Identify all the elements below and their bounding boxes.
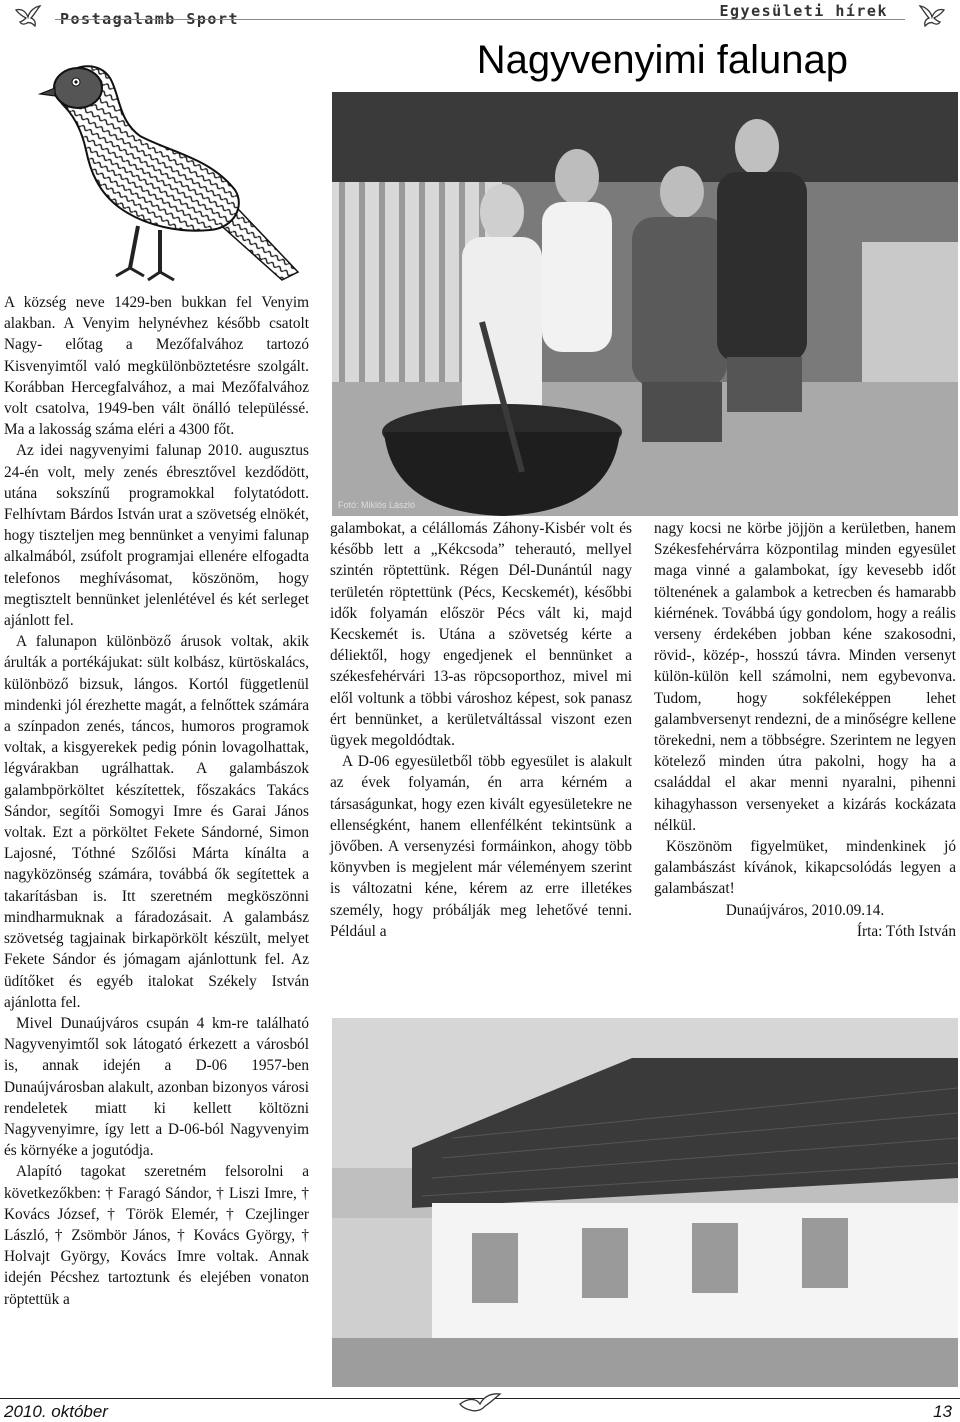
pigeon-illustration xyxy=(20,40,310,288)
paragraph: Alapító tagokat szeretném felsorolni a következőkben: † Faragó Sándor, † Liszi Imre, † Kovács József, † Török Elemér, † Czejlinger László, † Zsömbör János, † Kovács György, † Holvajt György, Kovács Imre voltak. Annak idején Pécshez tartoztunk és elejében vonaton röptettük a xyxy=(4,1163,309,1308)
article-column-3 xyxy=(654,518,956,942)
photo-clubhouse-building xyxy=(332,1018,958,1387)
photo-credit: Fotó: Miklós László xyxy=(338,500,416,510)
paragraph: Köszönöm figyelmüket, mindenkinek jó galambászást kívánok, kikapcsolódás legyen a galambászat! xyxy=(654,838,956,898)
paragraph: A falunapon különböző árusok voltak, akik árulták a portékájukat: sült kolbász, kürtöskalács, különböző bizsuk, lángos. Kortól függetlenül mindenki jól érezhette magát, a felnőttek számára a színpadon zenés, táncos, humoros programok voltak, a kisgyerekek pedig pónin lovagolhattak, légvárakban ugrálhattak. A galambászok galambpörköltet készítettek, főszakács Takács Sándor, segítői Somogyi Imre és Garai János voltak. Ezt a pörköltet Fekete Sándorné, Simon Lajosné, Tóthné Szőlősi Márta kínálta a nagyközönség számára, továbbá ők segítettek a takarításban is. Itt szeretném megköszönni mindharmuknak a fáradozásait. A galambász szövetség tagjainak birkapörkölt készült, melyet Fekete Sándor és jómagam ajánlottunk fel. Az üdítőket és egyéb italokat Székely István ajánlotta fel. xyxy=(4,633,309,1011)
paragraph: Az idei nagyvenyimi falunap 2010. augusztus 24-én volt, mely zenés ébresztővel kezdődött, utána sokszínű programokkal folytatódott. Felhívtam Bárdos István urat a szövetség elnökét, hogy tiszteljen meg bennünket a venyimi falunap alkalmából, zsúfolt programjai ellenére elfogadta telefonos meghívásomat, köszönöm, hogy megtisztelt bennünket jelenlétével és két serleget ajánlott fel. xyxy=(4,442,309,630)
dove-icon xyxy=(458,1390,502,1416)
page-number: 13 xyxy=(933,1402,952,1421)
paragraph: galambokat, a célállomás Záhony-Kisbér volt és később lett a „Kékcsoda” teherautó, mellyel szintén röptettünk. Régen Dél-Dunántúl nagy területén röptettünk (Pécs, Kecskemét), későbbi idők folyamán először Pécs vált ki, majd Kecskemét is. Utána a szövetség kérte a déliektől, hogy engedjenek el bennünket a székesfehérvári 13-as röpcsoporthoz, mivel mi elől voltunk a többi városhoz képest, sok panasz ért bennünket, a kerületváltással viszont ezen ügyek megoldódtak. xyxy=(330,520,632,750)
article-column-1 xyxy=(4,292,309,1310)
author-signature: Írta: Tóth István xyxy=(856,922,956,940)
footer-issue-date: 2010. október xyxy=(4,1402,108,1421)
closing-date: Dunaújváros, 2010.09.14. xyxy=(725,901,885,919)
dove-icon xyxy=(14,4,42,30)
article-title: Nagyvenyimi falunap xyxy=(476,38,848,82)
header-section-name: Egyesületi hírek xyxy=(719,2,888,20)
paragraph: nagy kocsi ne körbe jöjjön a kerületben, hanem Székesfehérvárra központilag minden egyesület maga vinné a galambokat, így kevesebb időt töltenének a galambok a ketrecben és hamarabb kiérnének. Továbbá úgy gondolom, hogy a reális verseny érdekében jobban kéne szakosodni, rövid-, közép-, hosszú távra. Minden versenyt külön-külön kell számolni, nem egybevonva. Tudom, hogy sokféleképpen lehet galambversenyt rendezni, de a minőségre kellene törekedni, nem a többségre. Szerintem ne legyen kötelező minden útra pakolni, hogy ha a családdal el akar menni nyaralni, pihenni kihagyhasson versenyeket a kizárás kockázata nélkül. xyxy=(654,520,956,834)
header-journal-name: Postagalamb Sport xyxy=(60,10,240,28)
article-column-2 xyxy=(330,518,632,942)
paragraph: Mivel Dunaújváros csupán 4 km-re található Nagyvenyimtől sok látogató érkezett a városból is, annak idején a D-06 1957-ben Dunaújvárosban alakult, azonban bizonyos városi rendeletek miatt ki kellett költözni Nagyvenyimre, így lett a D-06-ból Nagyvenyim és környéke a jogutódja. xyxy=(4,1014,309,1160)
photo-cooks-at-cauldron xyxy=(332,92,958,516)
paragraph: A D-06 egyesületből több egyesület is alakult az évek folyamán, én arra kérném a társaságunkat, hogy ezen kivált egyesületekre ne ellenségként, hanem ellenfélként tekintsünk a jövőben. A versenyzési formáinkon, ahogy több könyvben is megjelent már véleményem szerint is változatni kéne, kérem az erre illetékes személy, hogy próbálják meg lehetővé tenni. Például a xyxy=(330,753,632,940)
paragraph: A község neve 1429-ben bukkan fel Venyim alakban. A Venyim helynévhez később csatolt Nagy- előtag a Mezőfalvához tartozó Kisvenyimtől való megkülönböztetésre szolgált. Korábban Hercegfalvához, a mai Mezőfalvához volt csatolva, 1949-ben vált önálló településsé. Ma a lakosság száma eléri a 4300 főt. xyxy=(4,294,309,439)
dove-icon xyxy=(918,4,946,30)
